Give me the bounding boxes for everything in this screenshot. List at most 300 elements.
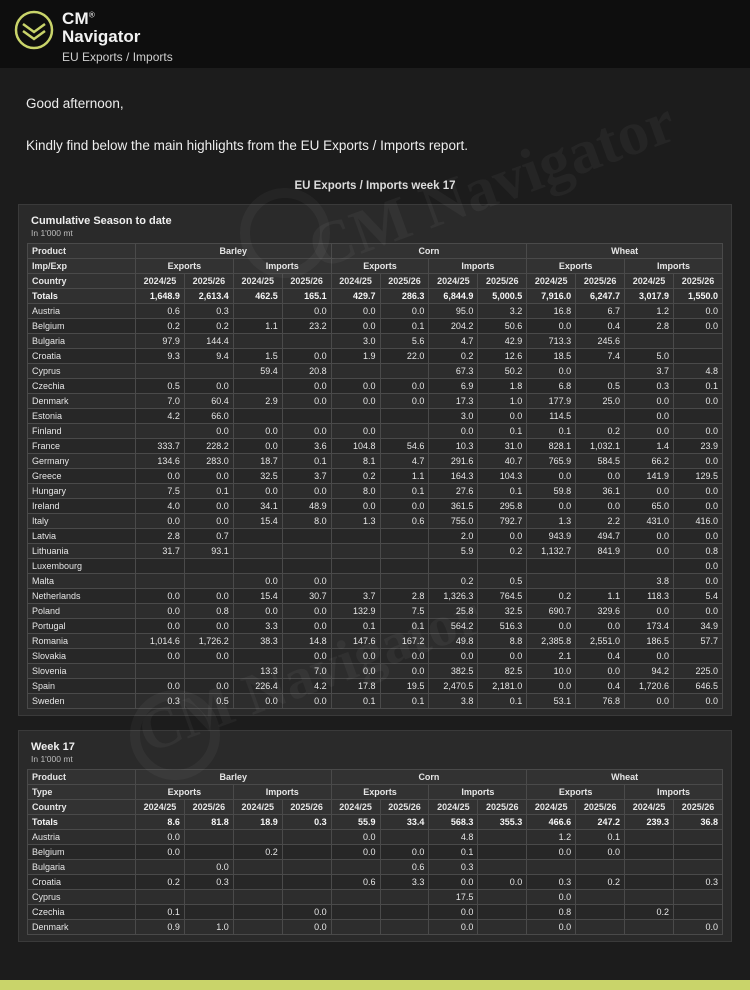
cumulative-cell-12-8: 59.8 (527, 484, 576, 499)
brand-registered-mark: ® (88, 10, 95, 20)
cumulative-cell-23-0: 0.0 (136, 649, 185, 664)
cumulative-cell-10-10: 66.2 (625, 454, 674, 469)
header-season-8: 2024/25 (527, 274, 576, 289)
cumulative-cell-9-10: 1.4 (625, 439, 674, 454)
table-row (28, 469, 723, 484)
cumulative-cell-13-2: 34.1 (233, 499, 282, 514)
week-header-flow-0: Exports (136, 785, 234, 800)
cumulative-cell-6-6: 17.3 (429, 394, 478, 409)
week-cell-2-10 (625, 860, 674, 875)
week-header-country-label: Country (28, 800, 136, 815)
cumulative-cell-22-8: 2,385.8 (527, 634, 576, 649)
cumulative-cell-16-3 (282, 544, 331, 559)
cumulative-country-0: Austria (28, 304, 136, 319)
week-table (27, 769, 723, 935)
cumulative-cell-1-10: 2.8 (625, 319, 674, 334)
week-cell-6-5 (380, 920, 429, 935)
cumulative-cell-18-5 (380, 574, 429, 589)
cumulative-country-19: Netherlands (28, 589, 136, 604)
brand-cm-text: CM (62, 9, 89, 28)
cumulative-cell-18-10: 3.8 (625, 574, 674, 589)
cumulative-cell-15-10: 0.0 (625, 529, 674, 544)
table-row (28, 905, 723, 920)
cumulative-cell-23-8: 2.1 (527, 649, 576, 664)
week-cell-6-1: 1.0 (184, 920, 233, 935)
table-row (28, 559, 723, 574)
cumulative-cell-13-6: 361.5 (429, 499, 478, 514)
cumulative-cell-11-7: 104.3 (478, 469, 527, 484)
cumulative-cell-24-2: 13.3 (233, 664, 282, 679)
cumulative-cell-7-5 (380, 409, 429, 424)
table-row (28, 664, 723, 679)
cumulative-cell-7-0: 4.2 (136, 409, 185, 424)
cumulative-cell-13-5: 0.0 (380, 499, 429, 514)
cumulative-cell-2-0: 97.9 (136, 334, 185, 349)
week-cell-1-4: 0.0 (331, 845, 380, 860)
cumulative-cell-13-9: 0.0 (576, 499, 625, 514)
cumulative-cell-19-7: 764.5 (478, 589, 527, 604)
cumulative-country-26: Sweden (28, 694, 136, 709)
cumulative-cell-3-2: 1.5 (233, 349, 282, 364)
week-cell-0-1 (184, 830, 233, 845)
week-cell-3-1: 0.3 (184, 875, 233, 890)
cumulative-cell-12-0: 7.5 (136, 484, 185, 499)
table-row (28, 589, 723, 604)
week-cell-6-9 (576, 920, 625, 935)
cumulative-cell-25-9: 0.4 (576, 679, 625, 694)
table-row (28, 875, 723, 890)
cumulative-country-20: Poland (28, 604, 136, 619)
cumulative-cell-0-1: 0.3 (184, 304, 233, 319)
cumulative-cell-21-5: 0.1 (380, 619, 429, 634)
cumulative-cell-13-3: 48.9 (282, 499, 331, 514)
cumulative-cell-2-7: 42.9 (478, 334, 527, 349)
cumulative-cell-19-1: 0.0 (184, 589, 233, 604)
week-cell-0-9: 0.1 (576, 830, 625, 845)
section2-title: Week 17 (31, 741, 75, 753)
cumulative-cell-25-0: 0.0 (136, 679, 185, 694)
cumulative-cell-23-6: 0.0 (429, 649, 478, 664)
week-cell-2-5: 0.6 (380, 860, 429, 875)
cumulative-cell-8-1: 0.0 (184, 424, 233, 439)
cumulative-cell-10-11: 0.0 (673, 454, 722, 469)
week-cell-4-4 (331, 890, 380, 905)
cumulative-cell-4-7: 50.2 (478, 364, 527, 379)
cumulative-cell-7-10: 0.0 (625, 409, 674, 424)
cumulative-cell-20-0: 0.0 (136, 604, 185, 619)
cumulative-cell-5-8: 6.8 (527, 379, 576, 394)
cumulative-cell-12-9: 36.1 (576, 484, 625, 499)
week-cell-4-9 (576, 890, 625, 905)
cumulative-country-23: Slovakia (28, 649, 136, 664)
cumulative-cell-13-1: 0.0 (184, 499, 233, 514)
week-totals-cell-1: 81.8 (184, 815, 233, 830)
week-cell-5-10: 0.2 (625, 905, 674, 920)
cumulative-cell-18-4 (331, 574, 380, 589)
week-header-season-6: 2024/25 (429, 800, 478, 815)
cumulative-cell-5-1: 0.0 (184, 379, 233, 394)
week-cell-1-10 (625, 845, 674, 860)
cumulative-cell-5-5: 0.0 (380, 379, 429, 394)
cumulative-cell-20-3: 0.0 (282, 604, 331, 619)
cumulative-cell-4-5 (380, 364, 429, 379)
cumulative-cell-20-1: 0.8 (184, 604, 233, 619)
week-totals-cell-2: 18.9 (233, 815, 282, 830)
table-row (28, 349, 723, 364)
week-cell-5-8: 0.8 (527, 905, 576, 920)
week-header-commodity-wheat: Wheat (527, 770, 723, 785)
cumulative-cell-11-4: 0.2 (331, 469, 380, 484)
cumulative-cell-21-10: 173.4 (625, 619, 674, 634)
cumulative-cell-21-8: 0.0 (527, 619, 576, 634)
cumulative-cell-17-7 (478, 559, 527, 574)
week-cell-4-0 (136, 890, 185, 905)
week-totals-cell-11: 36.8 (673, 815, 722, 830)
header-flow-3: Imports (429, 259, 527, 274)
cumulative-cell-21-0: 0.0 (136, 619, 185, 634)
table-row (28, 544, 723, 559)
cumulative-cell-10-4: 8.1 (331, 454, 380, 469)
cumulative-cell-19-10: 118.3 (625, 589, 674, 604)
week-cell-1-9: 0.0 (576, 845, 625, 860)
cumulative-cell-3-6: 0.2 (429, 349, 478, 364)
cumulative-cell-0-7: 3.2 (478, 304, 527, 319)
cumulative-country-5: Czechia (28, 379, 136, 394)
header-season-0: 2024/25 (136, 274, 185, 289)
week-country-6: Denmark (28, 920, 136, 935)
cumulative-cell-6-7: 1.0 (478, 394, 527, 409)
week-cell-0-8: 1.2 (527, 830, 576, 845)
cumulative-cell-21-4: 0.1 (331, 619, 380, 634)
cumulative-cell-4-2: 59.4 (233, 364, 282, 379)
cumulative-cell-18-1 (184, 574, 233, 589)
week-totals-cell-0: 8.6 (136, 815, 185, 830)
cumulative-cell-23-4: 0.0 (331, 649, 380, 664)
cumulative-cell-4-3: 20.8 (282, 364, 331, 379)
week-cell-4-5 (380, 890, 429, 905)
table-row (28, 920, 723, 935)
week-cell-1-5: 0.0 (380, 845, 429, 860)
cumulative-cell-25-8: 0.0 (527, 679, 576, 694)
cumulative-cell-24-11: 225.0 (673, 664, 722, 679)
week-country-2: Bulgaria (28, 860, 136, 875)
cumulative-cell-16-10: 0.0 (625, 544, 674, 559)
cumulative-cell-4-1 (184, 364, 233, 379)
cumulative-country-14: Italy (28, 514, 136, 529)
week-cell-5-11 (673, 905, 722, 920)
greeting-text: Good afternoon, (26, 96, 124, 111)
week-header-season-1: 2025/26 (184, 800, 233, 815)
header-country-label: Country (28, 274, 136, 289)
header-flow-5: Imports (625, 259, 723, 274)
cumulative-cell-1-6: 204.2 (429, 319, 478, 334)
cumulative-cell-11-2: 32.5 (233, 469, 282, 484)
week-country-3: Croatia (28, 875, 136, 890)
week-cell-5-5 (380, 905, 429, 920)
cumulative-cell-16-11: 0.8 (673, 544, 722, 559)
week-cell-4-2 (233, 890, 282, 905)
cumulative-cell-9-3: 3.6 (282, 439, 331, 454)
cumulative-cell-0-9: 6.7 (576, 304, 625, 319)
cumulative-cell-23-10: 0.0 (625, 649, 674, 664)
week-cell-6-6: 0.0 (429, 920, 478, 935)
week-header-season-9: 2025/26 (576, 800, 625, 815)
week-header-product (28, 770, 723, 785)
cumulative-cell-19-3: 30.7 (282, 589, 331, 604)
week-header-season-11: 2025/26 (673, 800, 722, 815)
cumulative-cell-3-0: 9.3 (136, 349, 185, 364)
cumulative-country-24: Slovenia (28, 664, 136, 679)
header-flow-1: Imports (233, 259, 331, 274)
cumulative-cell-11-1: 0.0 (184, 469, 233, 484)
cumulative-cell-17-3 (282, 559, 331, 574)
table-row (28, 409, 723, 424)
intro-body-text: Kindly find below the main highlights from the EU Exports / Imports report. (26, 138, 468, 153)
cumulative-cell-9-4: 104.8 (331, 439, 380, 454)
week-cell-4-8: 0.0 (527, 890, 576, 905)
cumulative-cell-3-7: 12.6 (478, 349, 527, 364)
cumulative-cell-3-1: 9.4 (184, 349, 233, 364)
cumulative-cell-15-0: 2.8 (136, 529, 185, 544)
cumulative-cell-5-2 (233, 379, 282, 394)
cumulative-totals-row (28, 289, 723, 304)
cumulative-cell-10-5: 4.7 (380, 454, 429, 469)
cumulative-season-table (27, 243, 723, 709)
cumulative-cell-8-0 (136, 424, 185, 439)
cumulative-cell-16-6: 5.9 (429, 544, 478, 559)
cumulative-cell-4-11: 4.8 (673, 364, 722, 379)
table-row (28, 454, 723, 469)
cumulative-cell-10-3: 0.1 (282, 454, 331, 469)
table-row (28, 529, 723, 544)
week-totals-cell-4: 55.9 (331, 815, 380, 830)
cumulative-cell-23-2 (233, 649, 282, 664)
cumulative-cell-1-11: 0.0 (673, 319, 722, 334)
cumulative-country-9: France (28, 439, 136, 454)
cumulative-cell-17-4 (331, 559, 380, 574)
table-row (28, 574, 723, 589)
week-cell-4-7 (478, 890, 527, 905)
brand-navigator-text: Navigator (62, 26, 141, 46)
cumulative-cell-7-3 (282, 409, 331, 424)
table-header-impexp (28, 259, 723, 274)
cumulative-cell-4-4 (331, 364, 380, 379)
cumulative-country-8: Finland (28, 424, 136, 439)
cumulative-cell-4-8: 0.0 (527, 364, 576, 379)
table-row (28, 830, 723, 845)
cumulative-totals-cell-0: 1,648.9 (136, 289, 185, 304)
cumulative-cell-3-9: 7.4 (576, 349, 625, 364)
cumulative-cell-20-7: 32.5 (478, 604, 527, 619)
week-cell-6-2 (233, 920, 282, 935)
cumulative-cell-4-10: 3.7 (625, 364, 674, 379)
table-row (28, 484, 723, 499)
cumulative-cell-16-9: 841.9 (576, 544, 625, 559)
cumulative-cell-11-5: 1.1 (380, 469, 429, 484)
cumulative-cell-21-2: 3.3 (233, 619, 282, 634)
header-commodity-barley: Barley (136, 244, 332, 259)
week-header-flow-2: Exports (331, 785, 429, 800)
cumulative-cell-14-8: 1.3 (527, 514, 576, 529)
table-row (28, 439, 723, 454)
cumulative-cell-18-3: 0.0 (282, 574, 331, 589)
intro-block (0, 68, 750, 153)
cumulative-cell-22-10: 186.5 (625, 634, 674, 649)
cumulative-cell-0-3: 0.0 (282, 304, 331, 319)
cumulative-cell-23-1: 0.0 (184, 649, 233, 664)
week-header-season-3: 2025/26 (282, 800, 331, 815)
cumulative-cell-15-8: 943.9 (527, 529, 576, 544)
table-row (28, 304, 723, 319)
week-totals-cell-5: 33.4 (380, 815, 429, 830)
cumulative-cell-26-11: 0.0 (673, 694, 722, 709)
cumulative-country-11: Greece (28, 469, 136, 484)
week-cell-3-10 (625, 875, 674, 890)
cumulative-cell-18-2: 0.0 (233, 574, 282, 589)
cumulative-cell-2-6: 4.7 (429, 334, 478, 349)
week-totals-label: Totals (28, 815, 136, 830)
cumulative-cell-19-6: 1,326.3 (429, 589, 478, 604)
cumulative-cell-7-7: 0.0 (478, 409, 527, 424)
cumulative-cell-19-9: 1.1 (576, 589, 625, 604)
cumulative-cell-11-11: 129.5 (673, 469, 722, 484)
cumulative-country-10: Germany (28, 454, 136, 469)
cumulative-cell-18-7: 0.5 (478, 574, 527, 589)
cumulative-cell-20-11: 0.0 (673, 604, 722, 619)
cumulative-cell-17-8 (527, 559, 576, 574)
cumulative-cell-5-7: 1.8 (478, 379, 527, 394)
cumulative-cell-12-7: 0.1 (478, 484, 527, 499)
footer-accent-bar (0, 980, 750, 990)
cumulative-cell-13-4: 0.0 (331, 499, 380, 514)
cumulative-cell-9-6: 10.3 (429, 439, 478, 454)
cumulative-cell-6-2: 2.9 (233, 394, 282, 409)
cumulative-cell-26-2: 0.0 (233, 694, 282, 709)
table-row (28, 499, 723, 514)
header-season-11: 2025/26 (673, 274, 722, 289)
week-header-commodity-corn: Corn (331, 770, 527, 785)
week-header-flow-3: Imports (429, 785, 527, 800)
week-cell-1-11 (673, 845, 722, 860)
cumulative-cell-23-3: 0.0 (282, 649, 331, 664)
cumulative-cell-25-4: 17.8 (331, 679, 380, 694)
cumulative-cell-1-9: 0.4 (576, 319, 625, 334)
cumulative-cell-24-6: 382.5 (429, 664, 478, 679)
week-cell-5-6: 0.0 (429, 905, 478, 920)
cm-navigator-logo-icon (14, 10, 54, 50)
table-header-country (28, 274, 723, 289)
table-row (28, 694, 723, 709)
cumulative-cell-8-4: 0.0 (331, 424, 380, 439)
week-cell-5-3: 0.0 (282, 905, 331, 920)
week-header-season-0: 2024/25 (136, 800, 185, 815)
week-header-flow-1: Imports (233, 785, 331, 800)
week-cell-1-3 (282, 845, 331, 860)
cumulative-cell-26-5: 0.1 (380, 694, 429, 709)
week-cell-4-10 (625, 890, 674, 905)
week-cell-3-7: 0.0 (478, 875, 527, 890)
cumulative-cell-0-2 (233, 304, 282, 319)
week-cell-4-6: 17.5 (429, 890, 478, 905)
header-flow-4: Exports (527, 259, 625, 274)
cumulative-cell-20-8: 690.7 (527, 604, 576, 619)
cumulative-season-panel (18, 204, 732, 716)
cumulative-cell-24-7: 82.5 (478, 664, 527, 679)
cumulative-cell-3-8: 18.5 (527, 349, 576, 364)
cumulative-cell-25-1: 0.0 (184, 679, 233, 694)
week-cell-0-0: 0.0 (136, 830, 185, 845)
cumulative-cell-25-6: 2,470.5 (429, 679, 478, 694)
week-cell-6-8: 0.0 (527, 920, 576, 935)
cumulative-cell-16-2 (233, 544, 282, 559)
cumulative-cell-26-0: 0.3 (136, 694, 185, 709)
week-header-flow-5: Imports (625, 785, 723, 800)
app-header (0, 0, 750, 68)
week-cell-6-11: 0.0 (673, 920, 722, 935)
cumulative-cell-2-8: 713.3 (527, 334, 576, 349)
cumulative-totals-label: Totals (28, 289, 136, 304)
week-header-season-2: 2024/25 (233, 800, 282, 815)
cumulative-cell-2-2 (233, 334, 282, 349)
header-flow-0: Exports (136, 259, 234, 274)
cumulative-cell-8-7: 0.1 (478, 424, 527, 439)
week-cell-5-9 (576, 905, 625, 920)
cumulative-cell-10-9: 584.5 (576, 454, 625, 469)
week-cell-3-0: 0.2 (136, 875, 185, 890)
cumulative-cell-19-8: 0.2 (527, 589, 576, 604)
week-panel (18, 730, 732, 942)
cumulative-cell-13-8: 0.0 (527, 499, 576, 514)
cumulative-cell-9-5: 54.6 (380, 439, 429, 454)
table-row (28, 394, 723, 409)
cumulative-cell-22-1: 1,726.2 (184, 634, 233, 649)
cumulative-totals-cell-1: 2,613.4 (184, 289, 233, 304)
cumulative-cell-14-7: 792.7 (478, 514, 527, 529)
week-cell-6-3: 0.0 (282, 920, 331, 935)
table-row (28, 319, 723, 334)
week-country-0: Austria (28, 830, 136, 845)
brand-name (62, 10, 173, 28)
cumulative-cell-22-4: 147.6 (331, 634, 380, 649)
cumulative-totals-cell-2: 462.5 (233, 289, 282, 304)
cumulative-cell-21-11: 34.9 (673, 619, 722, 634)
cumulative-cell-14-6: 755.0 (429, 514, 478, 529)
cumulative-cell-23-9: 0.4 (576, 649, 625, 664)
cumulative-cell-12-1: 0.1 (184, 484, 233, 499)
week-totals-cell-3: 0.3 (282, 815, 331, 830)
week-cell-2-3 (282, 860, 331, 875)
cumulative-country-7: Estonia (28, 409, 136, 424)
week-cell-0-6: 4.8 (429, 830, 478, 845)
cumulative-cell-12-3: 0.0 (282, 484, 331, 499)
cumulative-cell-14-11: 416.0 (673, 514, 722, 529)
cumulative-cell-1-5: 0.1 (380, 319, 429, 334)
header-commodity-wheat: Wheat (527, 244, 723, 259)
cumulative-cell-15-7: 0.0 (478, 529, 527, 544)
cumulative-cell-22-3: 14.8 (282, 634, 331, 649)
cumulative-cell-8-9: 0.2 (576, 424, 625, 439)
table-row (28, 334, 723, 349)
cumulative-cell-1-2: 1.1 (233, 319, 282, 334)
table-row (28, 860, 723, 875)
cumulative-cell-8-6: 0.0 (429, 424, 478, 439)
cumulative-country-25: Spain (28, 679, 136, 694)
section2-unit: In 1'000 mt (31, 754, 73, 764)
cumulative-cell-6-0: 7.0 (136, 394, 185, 409)
cumulative-cell-25-7: 2,181.0 (478, 679, 527, 694)
cumulative-cell-5-0: 0.5 (136, 379, 185, 394)
cumulative-cell-15-2 (233, 529, 282, 544)
